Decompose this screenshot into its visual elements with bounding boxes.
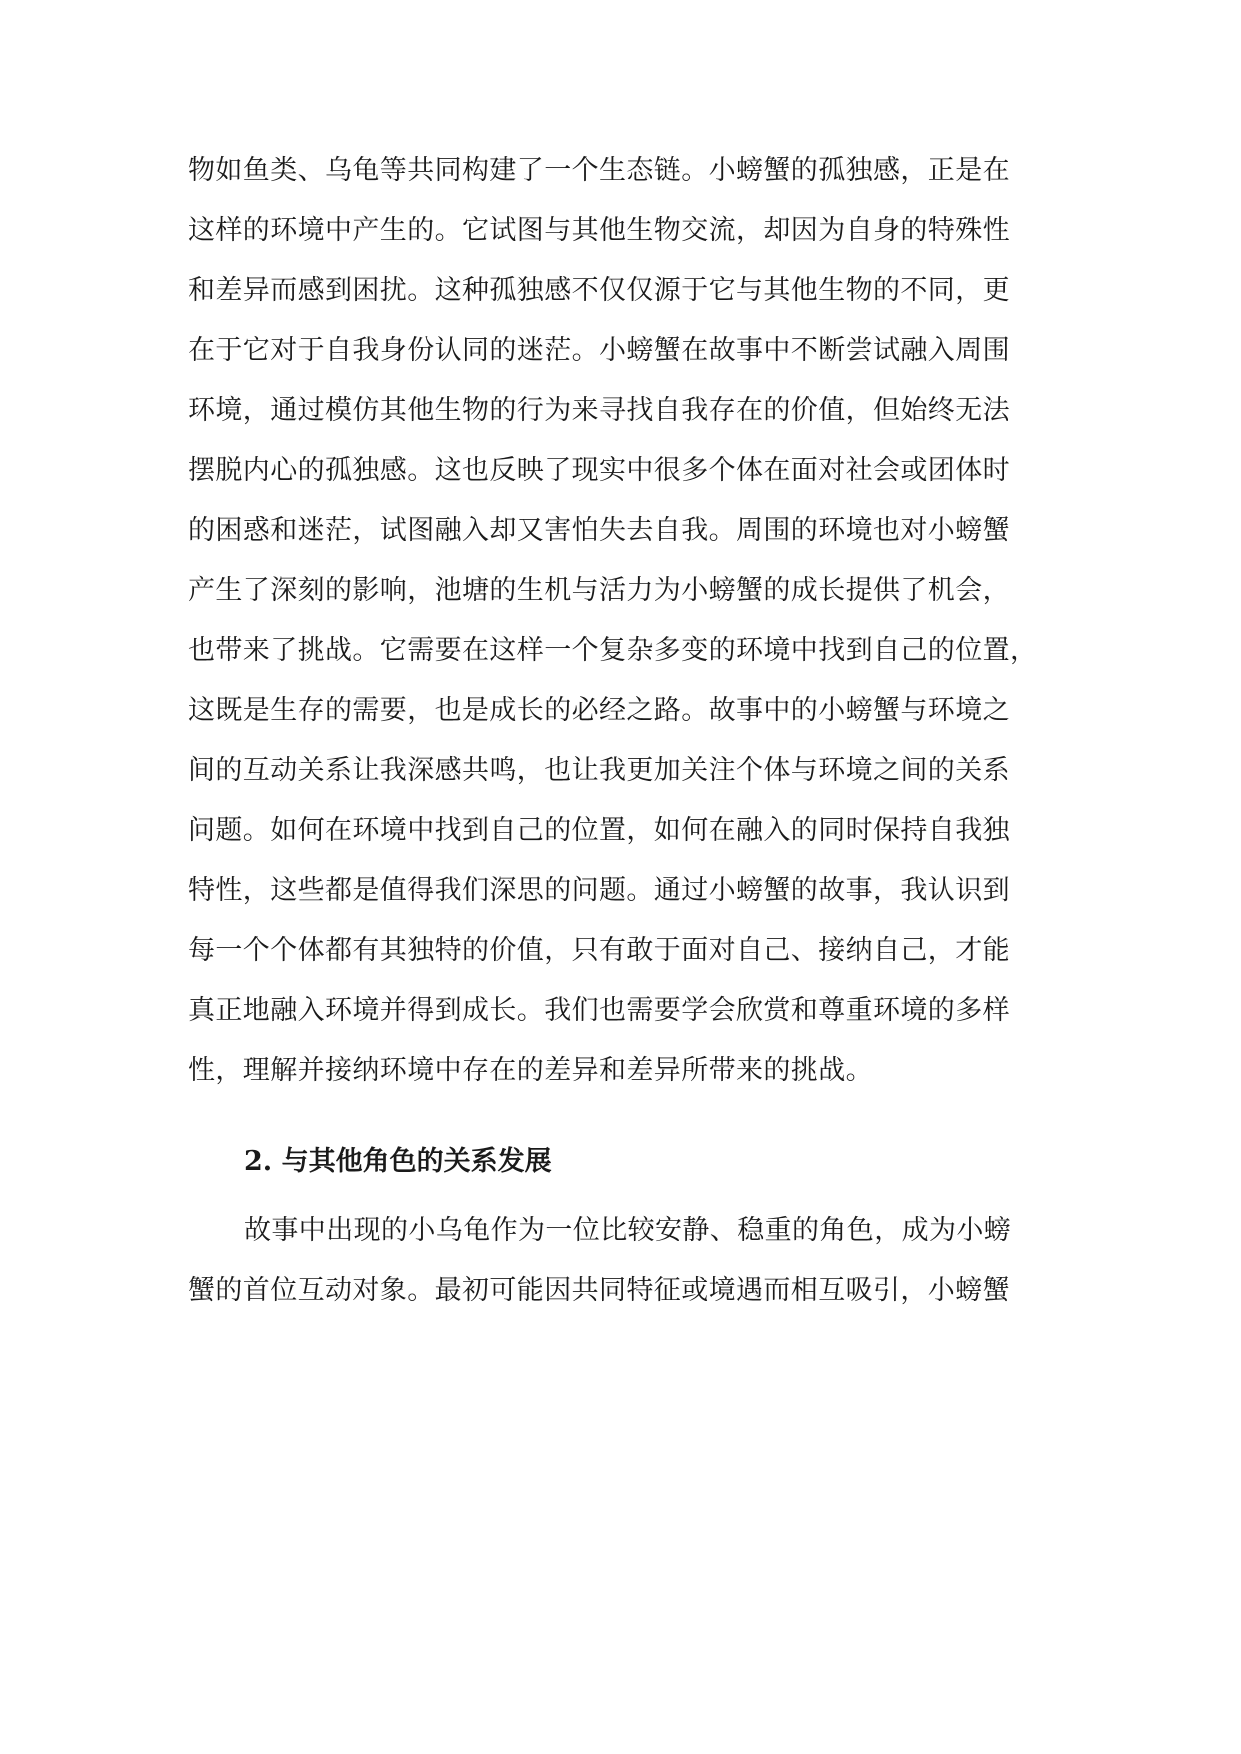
body-text-line: 蟹的首位互动对象。最初可能因共同特征或境遇而相互吸引，小螃蟹 [188,1275,1010,1306]
body-text-line: 也带来了挑战。它需要在这样一个复杂多变的环境中找到自己的位置， [188,635,1038,666]
body-text-line: 问题。如何在环境中找到自己的位置，如何在融入的同时保持自我独 [188,815,1010,846]
body-text-line: 每一个个体都有其独特的价值，只有敢于面对自己、接纳自己，才能 [188,935,1010,966]
body-text-line: 的困惑和迷茫，试图融入却又害怕失去自我。周围的环境也对小螃蟹 [188,515,1010,546]
body-text-line: 物如鱼类、乌龟等共同构建了一个生态链。小螃蟹的孤独感，正是在 [188,155,1010,186]
body-text-line: 产生了深刻的影响，池塘的生机与活力为小螃蟹的成长提供了机会， [188,575,1010,606]
body-text-line: 环境，通过模仿其他生物的行为来寻找自我存在的价值，但始终无法 [188,395,1010,426]
body-text-line: 这既是生存的需要，也是成长的必经之路。故事中的小螃蟹与环境之 [188,695,1010,726]
section-heading: 2. 与其他角色的关系发展 [244,1146,552,1177]
body-text-line: 真正地融入环境并得到成长。我们也需要学会欣赏和尊重环境的多样 [188,995,1010,1026]
body-text-line: 特性，这些都是值得我们深思的问题。通过小螃蟹的故事，我认识到 [188,875,1010,906]
body-text-line: 故事中出现的小乌龟作为一位比较安静、稳重的角色，成为小螃 [244,1215,1012,1246]
body-text-line: 和差异而感到困扰。这种孤独感不仅仅源于它与其他生物的不同，更 [188,275,1010,306]
body-text-line: 摆脱内心的孤独感。这也反映了现实中很多个体在面对社会或团体时 [188,455,1010,486]
body-text-line: 性，理解并接纳环境中存在的差异和差异所带来的挑战。 [188,1055,873,1086]
body-text-line: 在于它对于自我身份认同的迷茫。小螃蟹在故事中不断尝试融入周围 [188,335,1010,366]
body-text-line: 间的互动关系让我深感共鸣，也让我更加关注个体与环境之间的关系 [188,755,1010,786]
body-text-line: 这样的环境中产生的。它试图与其他生物交流，却因为自身的特殊性 [188,215,1010,246]
